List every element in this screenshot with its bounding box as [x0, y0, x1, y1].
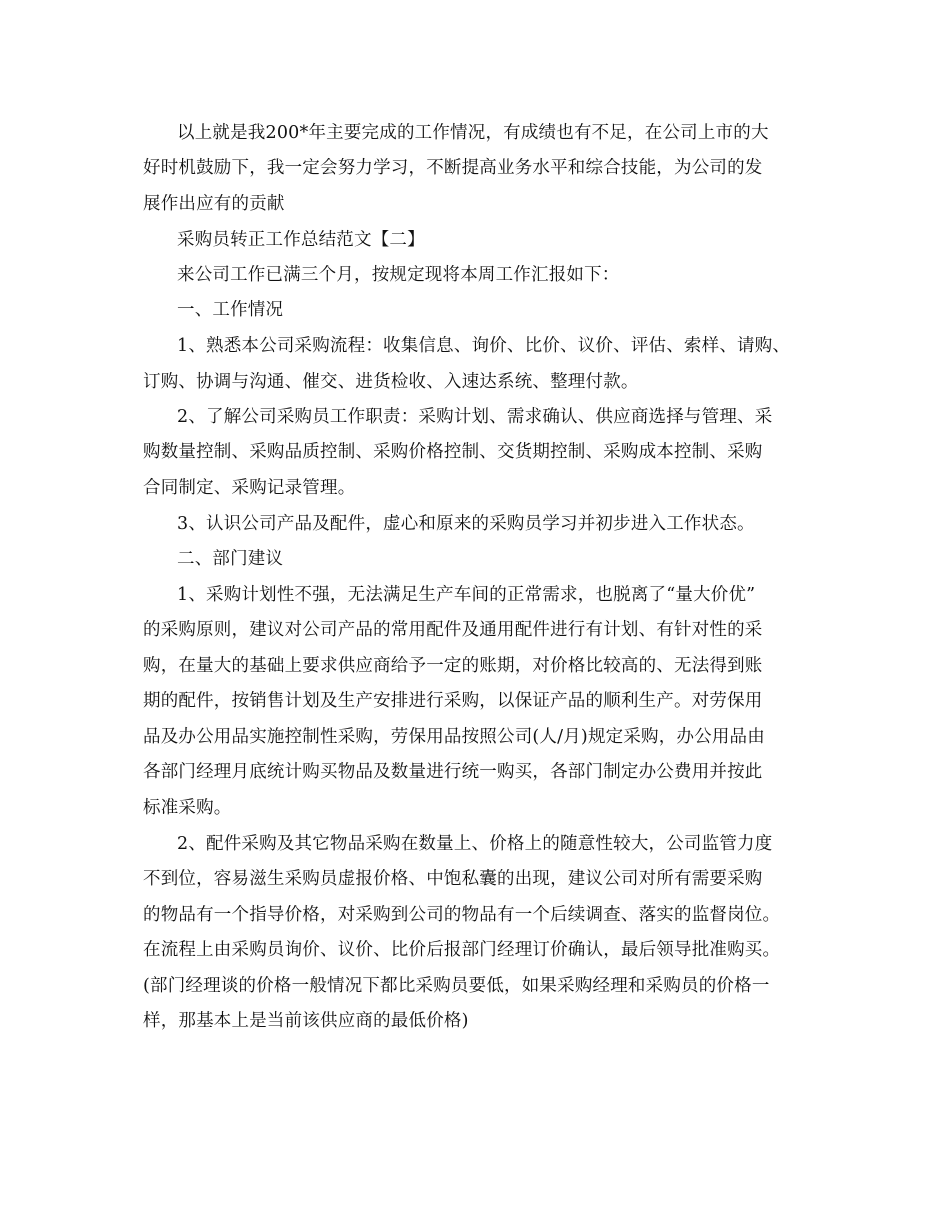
- text-line: 不到位，容易滋生采购员虚报价格、中饱私囊的出现，建议公司对所有需要采购: [143, 869, 763, 889]
- text-line: 合同制定、采购记录管理。: [143, 478, 356, 498]
- subsection-heading: 一、工作情况: [177, 300, 284, 320]
- text-line: 品及办公用品实施控制性采购，劳保用品按照公司(人/月)规定采购，办公用品由: [143, 727, 765, 747]
- text-line: 标准采购。: [143, 798, 232, 818]
- text-line: 的采购原则，建议对公司产品的常用配件及通用配件进行有计划、有针对性的采: [143, 620, 763, 640]
- text-line: 各部门经理月底统计购买物品及数量进行统一购买，各部门制定办公费用并按此: [143, 762, 763, 782]
- text-line: 2、了解公司采购员工作职责：采购计划、需求确认、供应商选择与管理、采: [177, 407, 773, 427]
- text-line: 样，那基本上是当前该供应商的最低价格): [143, 1011, 469, 1031]
- text-line: 3、认识公司产品及配件，虚心和原来的采购员学习并初步进入工作状态。: [177, 514, 755, 534]
- subsection-heading: 二、部门建议: [177, 549, 284, 569]
- text-line: 期的配件，按销售计划及生产安排进行采购，以保证产品的顺利生产。对劳保用: [143, 691, 763, 711]
- text-line: 展作出应有的贡献: [143, 194, 285, 214]
- text-line: 来公司工作已满三个月，按规定现将本周工作汇报如下：: [177, 265, 620, 285]
- text-line: 1、熟悉本公司采购流程：收集信息、询价、比价、议价、评估、索样、请购、: [177, 336, 791, 356]
- text-line: 在流程上由采购员询价、议价、比价后报部门经理订价确认，最后领导批准购买。: [143, 940, 781, 960]
- text-line: 购，在量大的基础上要求供应商给予一定的账期，对价格比较高的、无法得到账: [143, 656, 763, 676]
- text-line: 1、采购计划性不强，无法满足生产车间的正常需求，也脱离了“量大价优”: [177, 585, 756, 605]
- text-line: 购数量控制、采购品质控制、采购价格控制、交货期控制、采购成本控制、采购: [143, 442, 763, 462]
- text-line: 的物品有一个指导价格，对采购到公司的物品有一个后续调查、落实的监督岗位。: [143, 905, 781, 925]
- text-line: 订购、协调与沟通、催交、进货检收、入速达系统、整理付款。: [143, 372, 639, 392]
- text-line: 好时机鼓励下，我一定会努力学习，不断提高业务水平和综合技能，为公司的发: [143, 158, 763, 178]
- text-line: (部门经理谈的价格一般情况下都比采购员要低，如果采购经理和采购员的价格一: [143, 976, 770, 996]
- section-heading: 采购员转正工作总结范文【二】: [177, 230, 425, 250]
- text-line: 以上就是我200*年主要完成的工作情况，有成绩也有不足，在公司上市的大: [177, 123, 769, 143]
- text-line: 2、配件采购及其它物品采购在数量上、价格上的随意性较大，公司监管力度: [177, 834, 773, 854]
